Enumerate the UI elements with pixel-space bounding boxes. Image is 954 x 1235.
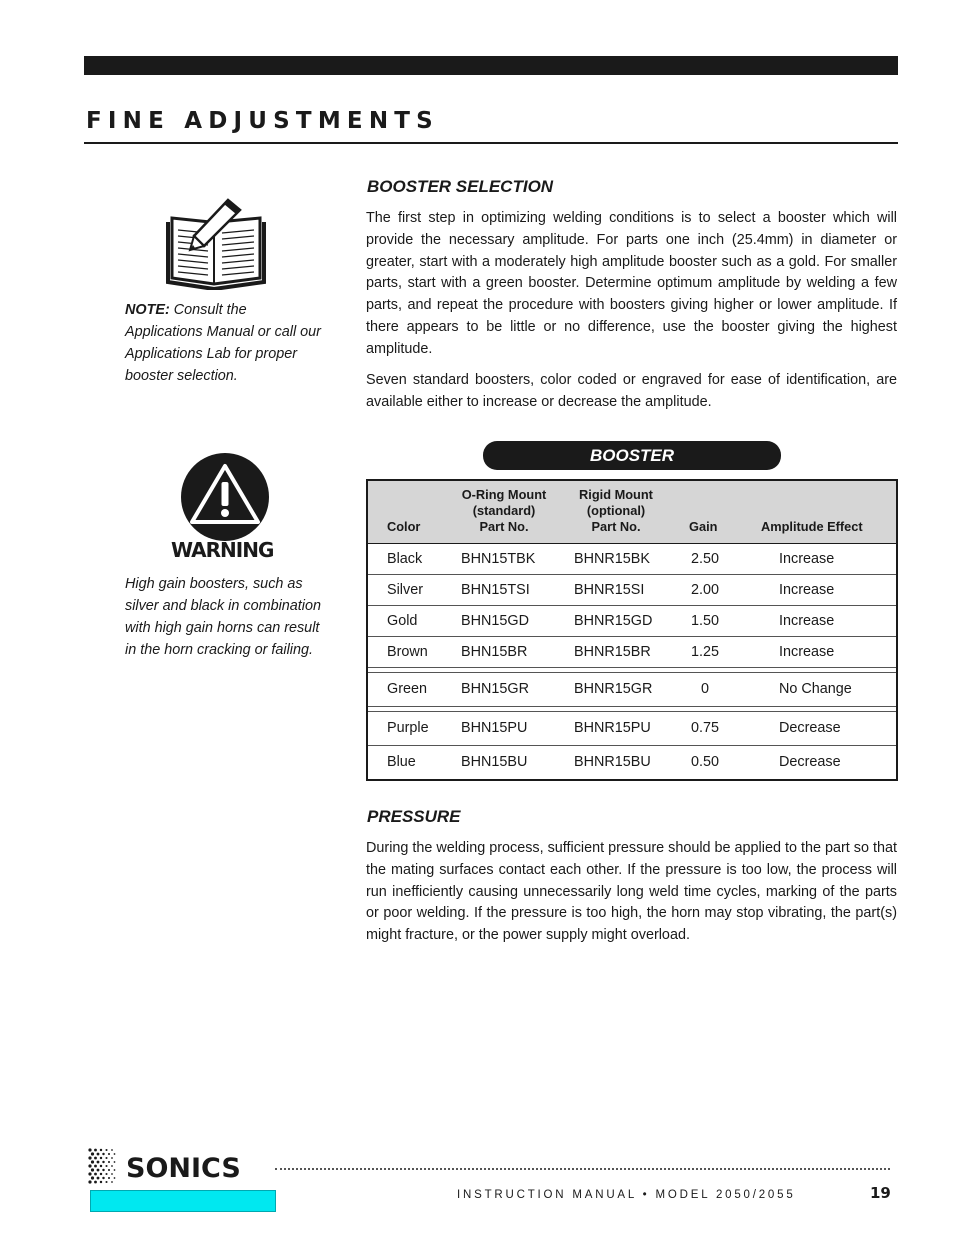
footer-manual-title: INSTRUCTION MANUAL • MODEL 2050/2055	[457, 1189, 796, 1201]
note-text	[125, 299, 325, 387]
cell-rigid: BHNR15BU	[574, 754, 651, 770]
cell-rigid: BHNR15BK	[574, 551, 650, 567]
cell-gain: 0.75	[690, 720, 719, 736]
warning-label: WARNING	[171, 538, 274, 562]
cell-effect: Increase	[779, 551, 835, 567]
cell-oring: BHN15GD	[461, 613, 529, 629]
book-pencil-icon	[166, 196, 266, 290]
cell-color: Gold	[387, 613, 418, 629]
table-row	[368, 575, 896, 606]
cell-color: Blue	[387, 754, 416, 770]
cell-oring: BHN15BR	[461, 644, 528, 660]
pressure-heading: PRESSURE	[367, 807, 461, 826]
brand-name: SONICS	[126, 1153, 241, 1184]
table-row	[368, 544, 896, 575]
title-rule	[84, 142, 898, 144]
cell-gain: 0	[700, 681, 709, 697]
cell-effect: Increase	[779, 613, 835, 629]
table-header	[368, 481, 896, 544]
page-title: FINE ADJUSTMENTS	[86, 108, 439, 134]
cell-color: Silver	[387, 582, 423, 598]
footer-accent-box	[90, 1190, 276, 1212]
header-amplitude: Amplitude Effect	[761, 519, 863, 534]
header-oring	[452, 487, 556, 535]
header-rigid-line-2: (optional)	[586, 503, 646, 518]
booster-table	[366, 479, 898, 781]
cell-effect: Increase	[779, 644, 835, 660]
cell-effect: Increase	[779, 582, 835, 598]
header-rigid-line-3: Part No.	[591, 519, 641, 534]
table-row	[368, 746, 896, 779]
cell-gain: 2.50	[690, 551, 719, 567]
booster-selection-paragraph-1: The first step in optimizing welding conditions is to select a booster which will provide the necessary amplitude. For parts one inch (25.4mm) in diameter or greater, start with a moderately high amplitude booster such as a gold. For smaller parts, start with a green booster. Determine optimum amplitude by welding a few parts, and repeat the procedure with boosters giving higher or lower amplitude. If there appears to be little or no difference, use the booster giving the highest amplitude.	[366, 210, 897, 357]
cell-rigid: BHNR15GD	[574, 613, 653, 629]
header-oring-line-1: O-Ring Mount	[461, 487, 547, 502]
cell-gain: 2.00	[690, 582, 719, 598]
cell-color: Brown	[387, 644, 428, 660]
header-rigid-line-1: Rigid Mount	[579, 487, 653, 502]
cell-gain: 1.50	[690, 613, 719, 629]
note-body: Consult the Applications Manual or call our Applications Lab for proper booster selection.	[125, 302, 321, 384]
booster-selection-heading: BOOSTER SELECTION	[367, 177, 554, 196]
header-color: Color	[387, 519, 421, 534]
header-gain: Gain	[689, 519, 718, 534]
page-number: 19	[870, 1184, 891, 1202]
footer-dotted-rule	[275, 1168, 890, 1170]
header-oring-line-3: Part No.	[479, 519, 529, 534]
cell-oring: BHN15GR	[461, 681, 529, 697]
booster-selection-paragraph-2: Seven standard boosters, color coded or engraved for ease of identification, are available either to increase or decrease the amplitude.	[366, 372, 897, 410]
cell-color: Black	[387, 551, 423, 567]
cell-effect: Decrease	[779, 720, 841, 736]
cell-oring: BHN15TSI	[461, 582, 530, 598]
cell-rigid: BHNR15SI	[574, 582, 645, 598]
table-row	[368, 672, 896, 707]
table-row	[368, 711, 896, 746]
note-label: NOTE:	[125, 302, 170, 318]
header-oring-line-2: (standard)	[472, 503, 536, 518]
cell-oring: BHN15BU	[461, 754, 528, 770]
warning-icon	[178, 452, 272, 542]
header-bar	[84, 56, 898, 75]
cell-oring: BHN15TBK	[461, 551, 536, 567]
warning-text: High gain boosters, such as silver and black in combination with high gain horns can result in the horn cracking or failing.	[125, 576, 321, 658]
cell-color: Purple	[387, 720, 429, 736]
cell-gain: 1.25	[690, 644, 719, 660]
table-row	[368, 606, 896, 637]
cell-oring: BHN15PU	[461, 720, 528, 736]
booster-banner: BOOSTER	[483, 441, 781, 470]
cell-color: Green	[387, 681, 427, 697]
cell-gain: 0.50	[690, 754, 719, 770]
cell-rigid: BHNR15BR	[574, 644, 651, 660]
table-row	[368, 637, 896, 668]
cell-rigid: BHNR15PU	[574, 720, 651, 736]
sonics-logo	[86, 1146, 276, 1186]
cell-rigid: BHNR15GR	[574, 681, 653, 697]
header-rigid	[566, 487, 666, 535]
cell-effect: No Change	[779, 681, 852, 697]
pressure-paragraph: During the welding process, sufficient pressure should be applied to the part so that the mating surfaces contact each other. If the pressure is too low, the process will run inefficiently causing unnecessarily long weld time cycles, marking of the parts or poor welding. If the pressure is too high, the horn may stop vibrating, the part(s) might fracture, or the power supply might overload.	[366, 840, 897, 944]
cell-effect: Decrease	[779, 754, 841, 770]
